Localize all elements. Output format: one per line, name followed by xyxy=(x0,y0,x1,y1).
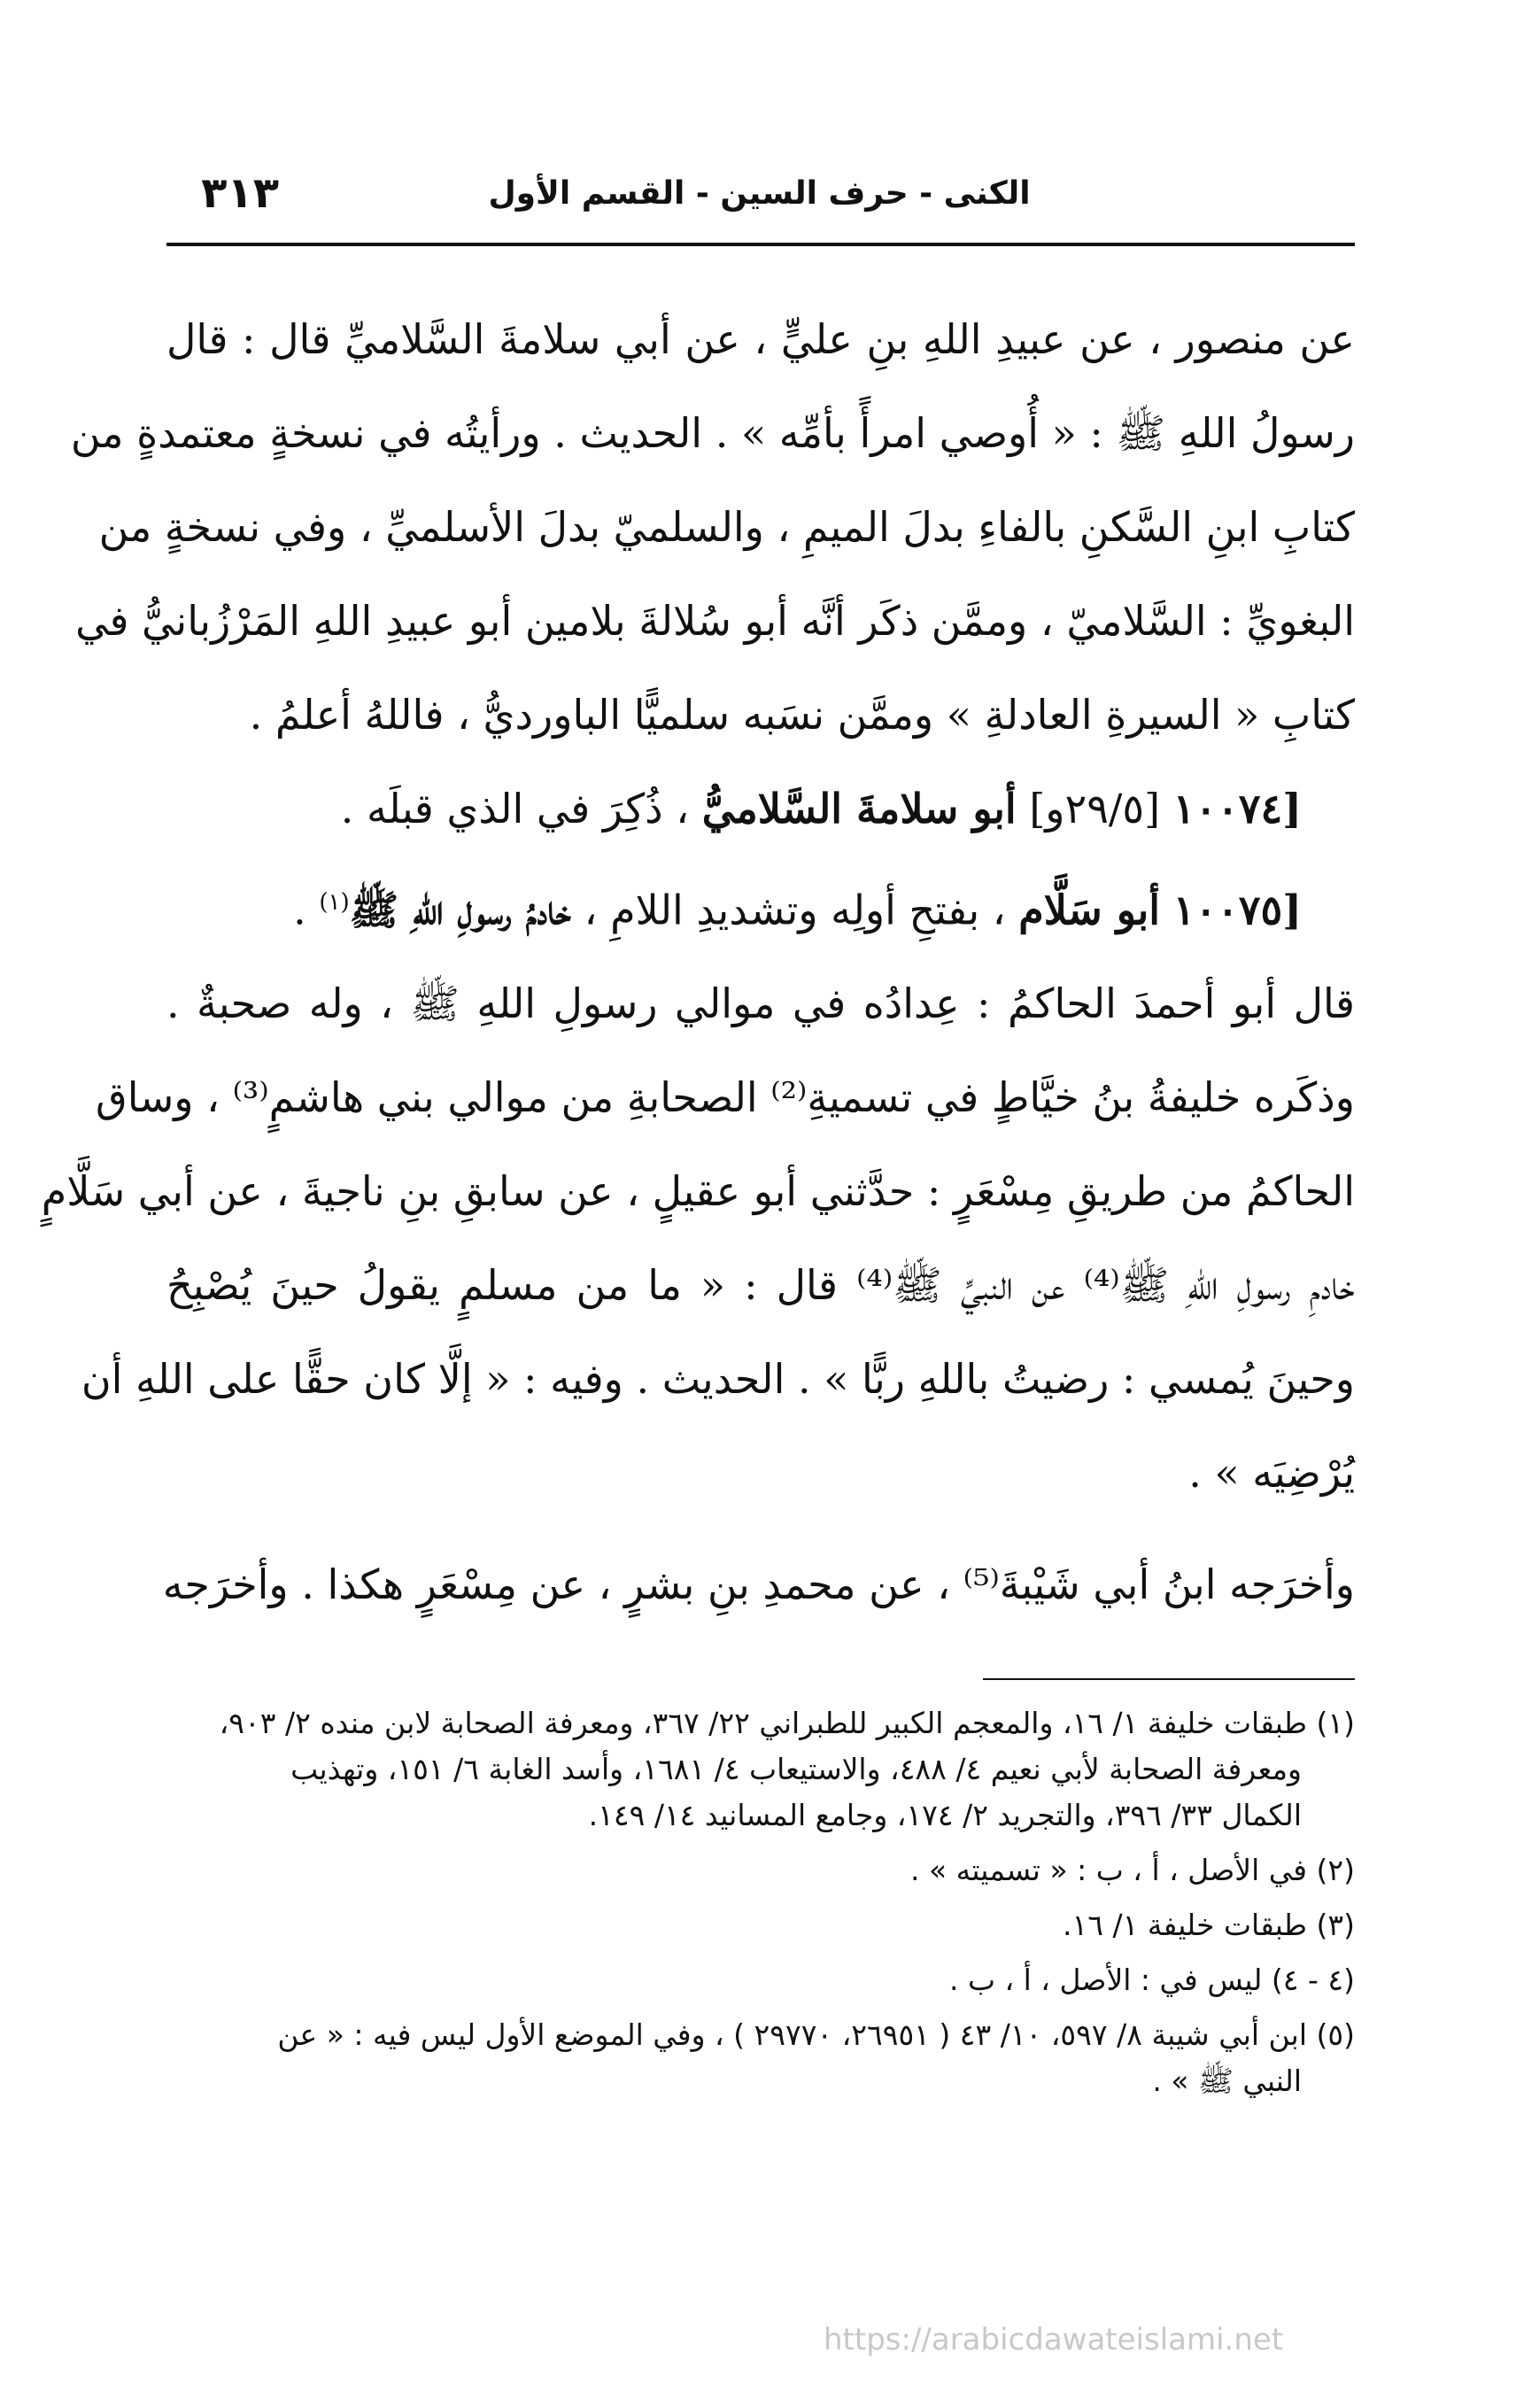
footnote-5 xyxy=(166,2012,1355,2104)
entry-number: [١٠٠٧٥ xyxy=(1172,886,1302,934)
text-line: رسولُ اللهِ ﷺ : « أُوصي امرأً بأمِّه » . الحديث . ورأيتُه في نسخةٍ معتمدةٍ من xyxy=(70,409,1355,457)
text-line: البغويِّ : السَّلاميّ ، وممَّن ذكَر أنَّه أبو سُلالةَ بلامين أبو عبيدِ اللهِ المَرْزُبانيُّ في xyxy=(75,597,1355,645)
text-line: وحينَ يُمسي : رضيتُ باللهِ ربًّا » . الحديث . وفيه : « إلَّا كان حقًّا على اللهِ أن xyxy=(81,1355,1355,1404)
header-rule xyxy=(166,243,1355,246)
footnote-2 xyxy=(166,1847,1355,1893)
text-line: يُرْضِيَه » . xyxy=(1188,1449,1355,1498)
footnote-line: (٥) ابن أبي شيبة ٨/ ٥٩٧، ١٠/ ٤٣ ( ٢٦٩٥١، ٢٩٧٧٠ ) ، وفي الموضع الأول ليس فيه : « عن xyxy=(277,2017,1355,2052)
footnote-line: ومعرفة الصحابة لأبي نعيم ٤/ ٤٨٨، والاستيعاب ٤/ ١٦٨١، وأسد الغابة ٦/ ١٥١، وتهذيب xyxy=(290,1752,1302,1786)
text-line: الحاكمُ من طريقِ مِسْعَرٍ : حدَّثني أبو عقيلٍ ، عن سابقِ بنِ ناجيةَ ، عن أبي سَلَّامٍ xyxy=(41,1167,1355,1216)
footnote-line: (١) طبقات خليفة ١/ ١٦، والمعجم الكبير للطبراني ٢٢/ ٣٦٧، ومعرفة الصحابة لابن منده ٢/ ٩٠٣، xyxy=(219,1706,1355,1740)
entry-10075 xyxy=(166,856,1355,956)
entry-ref: [٢٩/٥و] xyxy=(1029,785,1161,832)
footnote-line: (٣) طبقات خليفة ١/ ١٦. xyxy=(1063,1908,1355,1942)
footnote-mark: (١) xyxy=(319,889,350,916)
footnote-separator xyxy=(983,1678,1355,1680)
page-header xyxy=(164,168,1355,230)
entry-title: خادمُ رسولِ اللهِ ﷺ xyxy=(349,886,571,934)
watermark-url: https://arabicdawateislami.net xyxy=(824,2322,1284,2358)
entry-number: [١٠٠٧٤ xyxy=(1172,785,1302,832)
entry-text: ، بفتحِ أولِه وتشديدِ اللامِ ، xyxy=(584,886,1006,934)
text-line: خادمِ رسولِ اللهِ ﷺ⁽⁴⁾ عن النبيِّ ﷺ⁽⁴⁾ قال : « ما من مسلمٍ يقولُ حينَ يُصْبِحُ xyxy=(166,1261,1355,1310)
page-number: ٣١٣ xyxy=(201,168,279,218)
text-line: قال أبو أحمدَ الحاكمُ : عِدادُه في موالي رسولِ اللهِ ﷺ ، وله صحبةٌ . xyxy=(166,979,1355,1028)
main-text xyxy=(41,292,1355,1631)
running-title: الكنى - حرف السين - القسم الأول xyxy=(488,175,1031,212)
text-line: كتابِ ابنِ السَّكنِ بالفاءِ بدلَ الميمِ ، والسلميّ بدلَ الأسلميِّ ، وفي نسخةٍ من xyxy=(98,503,1355,551)
footnote-line: الكمال ٣٣/ ٣٩٦، والتجريد ٢/ ١٧٤، وجامع المسانيد ١٤/ ١٤٩. xyxy=(588,1798,1302,1832)
entry-text: ، ذُكِرَ في الذي قبلَه . xyxy=(340,785,690,832)
footnotes xyxy=(166,1700,1355,2113)
entry-name: أبو سَلَّام xyxy=(1018,886,1161,934)
text-line: عن منصور ، عن عبيدِ اللهِ بنِ عليٍّ ، عن أبي سلامةَ السَّلاميِّ قال : قال xyxy=(166,315,1355,363)
footnote-4 xyxy=(166,1957,1355,2003)
paragraph-gap xyxy=(166,1520,1355,1537)
text-line: وأخرَجه ابنُ أبي شَيْبةَ⁽⁵⁾ ، عن محمدِ بنِ بشرٍ ، عن مِسْعَرٍ هكذا . وأخرَجه xyxy=(162,1560,1355,1609)
entry-end: . xyxy=(293,886,306,934)
footnote-line: (٤ - ٤) ليس في : الأصل ، أ ، ب . xyxy=(948,1963,1355,1997)
text-line: وذكَره خليفةُ بنُ خيَّاطٍ في تسميةِ⁽²⁾ الصحابةِ من موالي بني هاشمٍ⁽³⁾ ، وساق xyxy=(96,1073,1355,1122)
footnote-3 xyxy=(166,1902,1355,1948)
entry-10074 xyxy=(166,762,1355,856)
footnote-line: النبي ﷺ » . xyxy=(1152,2063,1302,2098)
entry-name: أبو سلامةَ السَّلاميُّ xyxy=(701,785,1017,832)
footnote-1 xyxy=(166,1700,1355,1839)
footnote-line: (٢) في الأصل ، أ ، ب : « تسميته » . xyxy=(910,1853,1355,1887)
text-line: كتابِ « السيرةِ العادلةِ » وممَّن نسَبه سلميًّا الباورديُّ ، فاللهُ أعلمُ . xyxy=(249,691,1355,739)
